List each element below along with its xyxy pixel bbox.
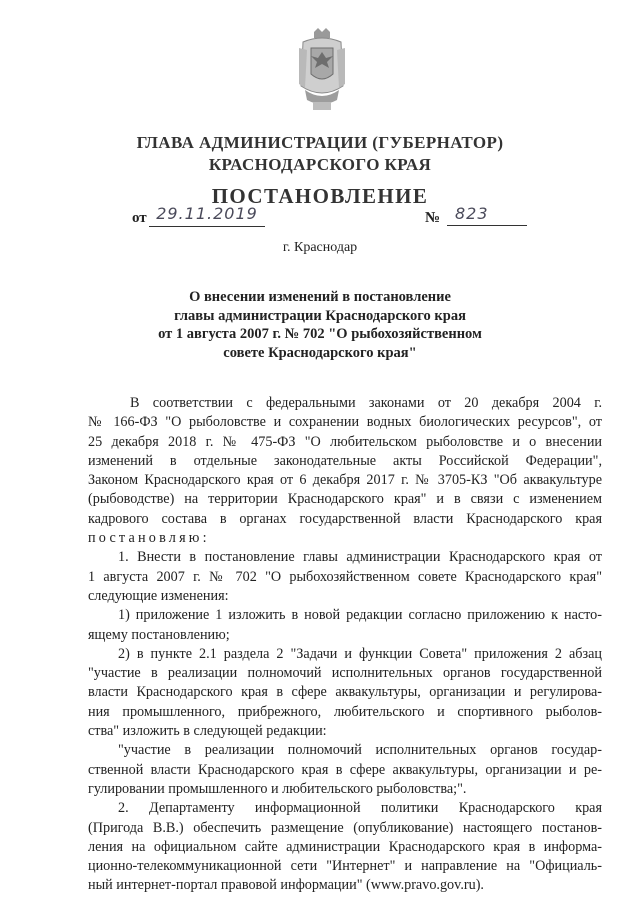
body-line: ный интернет-портал правовой информации" (www.pravo.gov.ru). (88, 877, 484, 894)
body-line: ственной власти Краснодарского края в сфере аквакультуры, организации и ре- (88, 761, 602, 778)
title-line: главы администрации Краснодарского края (174, 307, 466, 324)
body-line: ления на официальном сайте администрации Краснодарского края в информа- (88, 838, 602, 855)
body-line: ционно-телекоммуникационной сети "Интернет" и направление на "Официаль- (88, 858, 602, 875)
body-line: 2) в пункте 2.1 раздела 2 "Задачи и функции Совета" приложения 2 абзац (118, 645, 602, 662)
body-line: 1 августа 2007 г. № 702 "О рыбохозяйственном совете Краснодарского края" (88, 568, 602, 585)
body-line: 2. Департаменту информационной политики Краснодарского края (118, 800, 602, 817)
body-line: ящему постановлению; (88, 626, 230, 643)
title-line: совете Краснодарского края" (223, 344, 417, 361)
body-line: изменений в отдельные законодательные акты Российской Федерации", (88, 452, 602, 469)
body-line: ства" изложить в следующей редакции: (88, 723, 327, 740)
document-type: ПОСТАНОВЛЕНИЕ (211, 184, 429, 208)
body-line: 1. Внести в постановление главы администрации Краснодарского края от (118, 549, 602, 566)
body-line: следующие изменения: (88, 587, 229, 604)
document-title (150, 288, 490, 362)
body-line: власти Краснодарского края в сфере аквакультуры, организации и регулирова- (88, 684, 602, 701)
body-line: гулировании промышленного и любительского рыболовства;". (88, 780, 467, 797)
body-line: ния промышленного, прибрежного, любительского и спортивного рыболов- (88, 703, 602, 720)
body-line: "участие в реализации полномочий исполнительных органов государ- (118, 742, 602, 759)
body-line: кадрового состава в органах государственной власти Краснодарского края (88, 510, 602, 527)
body-line: В соответствии с федеральными законами от 20 декабря 2004 г. (130, 395, 602, 411)
date-field: 29.11.2019 (149, 204, 265, 227)
body-line: № 166-ФЗ "О рыболовстве и сохранении водных биологических ресурсов", от (88, 414, 602, 431)
title-line: от 1 августа 2007 г. № 702 "О рыбохозяйственном (158, 326, 482, 342)
body-line: Законом Краснодарского края от 6 декабря 2017 г. № 3705-КЗ "Об аквакультуре (88, 472, 602, 489)
body-line: 25 декабря 2018 г. № 475-ФЗ "О любительском рыболовстве и о внесении (88, 433, 602, 450)
body-line: 1) приложение 1 изложить в новой редакции согласно приложению к насто- (118, 607, 602, 624)
header-title-line1: ГЛАВА АДМИНИСТРАЦИИ (ГУБЕРНАТОР) (136, 133, 504, 152)
body-line: (рыбоводстве) на территории Краснодарского края" и в связи с изменением (88, 491, 602, 508)
header-title-line2: КРАСНОДАРСКОГО КРАЯ (208, 155, 432, 174)
title-line: О внесении изменений в постановление (189, 289, 451, 305)
body-line: (Пригода В.В.) обеспечить размещение (опубликование) настоящего постанов- (88, 819, 602, 836)
body-line: "участие в реализации полномочий исполнительных органов государственной (88, 665, 602, 682)
number-field: 823 (447, 204, 527, 226)
city-line: г. Краснодар (282, 240, 358, 255)
document-body (88, 394, 602, 896)
number-label: № (425, 210, 441, 226)
coat-of-arms-emblem (297, 28, 347, 112)
date-label: от (132, 210, 147, 226)
body-line: постановляю: (88, 530, 210, 547)
